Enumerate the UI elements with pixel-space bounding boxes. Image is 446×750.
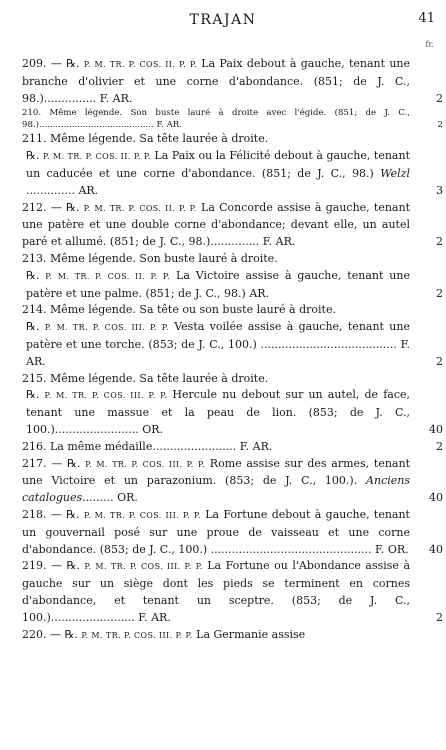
entry-211: 211. Même légende. Sa tête laurée à droite.	[22, 132, 269, 146]
entry-213-reverse: ℞. P. M. TR. P. COS. II. P. P. La Victoire assise à gauche, tenant une patère et une palme. (851; de J. C., 98.) AR. 2	[22, 268, 410, 303]
entries-list	[22, 56, 443, 644]
price: 40	[429, 422, 443, 436]
entry-215-reverse: ℞. P. M. TR. P. COS. III. P. P. Hercule nu debout sur un autel, de face, tenant une massue et la peau de lion. (853; de J. C., 100.)........................ OR. 40	[22, 387, 410, 438]
price: 2	[436, 610, 443, 624]
page-number: 41	[418, 11, 435, 26]
entry-219: 219. — ℞. P. M. TR. P. COS. III. P. P. La Fortune ou l'Abondance assise à gauche sur un siège dont les pieds se terminent en cornes d'abondance, et tenant un sceptre. (853; de J. C., 100.)........................ F. AR. 2	[22, 558, 410, 626]
entry-220: 220. — ℞. P. M. TR. P. COS. III. P. P. La Germanie assise	[22, 627, 306, 641]
entry-216: 216. La même médaille........................ F. AR. 2	[22, 439, 410, 456]
price: 2	[436, 235, 443, 249]
entry-210: 210. Même légende. Son buste lauré à droite avec l'égide. (851; de J. C., 98.).......................................... F. AR. 2	[22, 108, 443, 131]
price: 2	[436, 286, 443, 300]
page-title: TRAJAN	[189, 12, 257, 28]
coin-legend: P. M. TR. P. COS. II. P. P.	[83, 203, 197, 213]
price: 2	[436, 439, 443, 453]
entry-214-reverse: ℞. P. M. TR. P. COS. III. P. P. Vesta voilée assise à gauche, tenant une patère et une torche. (853; de J. C., 100.) ....................................... F. AR. 2	[22, 319, 410, 370]
entry-213: 213. Même légende. Son buste lauré à droite.	[22, 251, 278, 265]
price: 40	[429, 491, 443, 505]
price: 40	[429, 542, 443, 556]
source-reference: Welzl	[380, 166, 410, 180]
entry-215: 215. Même légende. Sa tête laurée à droite.	[22, 371, 269, 385]
coin-legend: P. M. TR. P. COS. II. P. P.	[45, 271, 171, 281]
price-column-label: fr.	[425, 40, 434, 49]
coin-legend: P. M. TR. P. COS. III. P. P.	[44, 391, 168, 401]
price: 2	[436, 91, 443, 105]
coin-legend: P. M. TR. P. COS. II. P. P.	[83, 60, 197, 69]
entry-209: 209. — ℞. P. M. TR. P. COS. II. P. P. La Paix debout à gauche, tenant une branche d'olivier et une corne d'abondance. (851; de J. C., 98.)............... F. AR. 2	[22, 56, 410, 107]
entry-217: 217. — ℞. P. M. TR. P. COS. III. P. P. Rome assise sur des armes, tenant une Victoire et un parazonium. (853; de J. C., 100.). Anciens catalogues......... OR. 40	[22, 456, 410, 507]
coin-legend: P. M. TR. P. COS. III. P. P.	[83, 510, 201, 520]
coin-legend: P. M. TR. P. COS. III. P. P.	[81, 630, 193, 640]
entry-214: 214. Même légende. Sa tête ou son buste lauré à droite.	[22, 303, 336, 317]
entry-212: 212. — ℞. P. M. TR. P. COS. II. P. P. La Concorde assise à gauche, tenant une patère et une double corne d'abondance; devant elle, un autel paré et allumé. (851; de J. C., 98.).............. F. AR. 2	[22, 200, 410, 251]
coin-legend: P. M. TR. P. COS. II. P. P.	[42, 152, 151, 162]
coin-legend: P. M. TR. P. COS. III. P. P.	[85, 459, 206, 469]
price: 2	[437, 120, 443, 131]
source-reference: Anciens catalogues	[22, 474, 410, 505]
price: 2	[436, 354, 443, 368]
entry-218: 218. — ℞. P. M. TR. P. COS. III. P. P. La Fortune debout à gauche, tenant un gouvernail posé sur une proue de vaisseau et une corne d'abondance. (853; de J. C., 100.) .............................................. F. OR. 40	[22, 507, 410, 558]
entry-211-reverse: ℞. P. M. TR. P. COS. II. P. P. La Paix ou la Félicité debout à gauche, tenant un caducée et une corne d'abondance. (851; de J. C., 98.) Welzl .............. AR. 3	[22, 148, 410, 199]
price: 3	[436, 183, 443, 197]
coin-legend: P. M. TR. P. COS. III. P. P.	[44, 323, 169, 333]
coin-legend: P. M. TR. P. COS. III. P. P.	[84, 562, 203, 572]
